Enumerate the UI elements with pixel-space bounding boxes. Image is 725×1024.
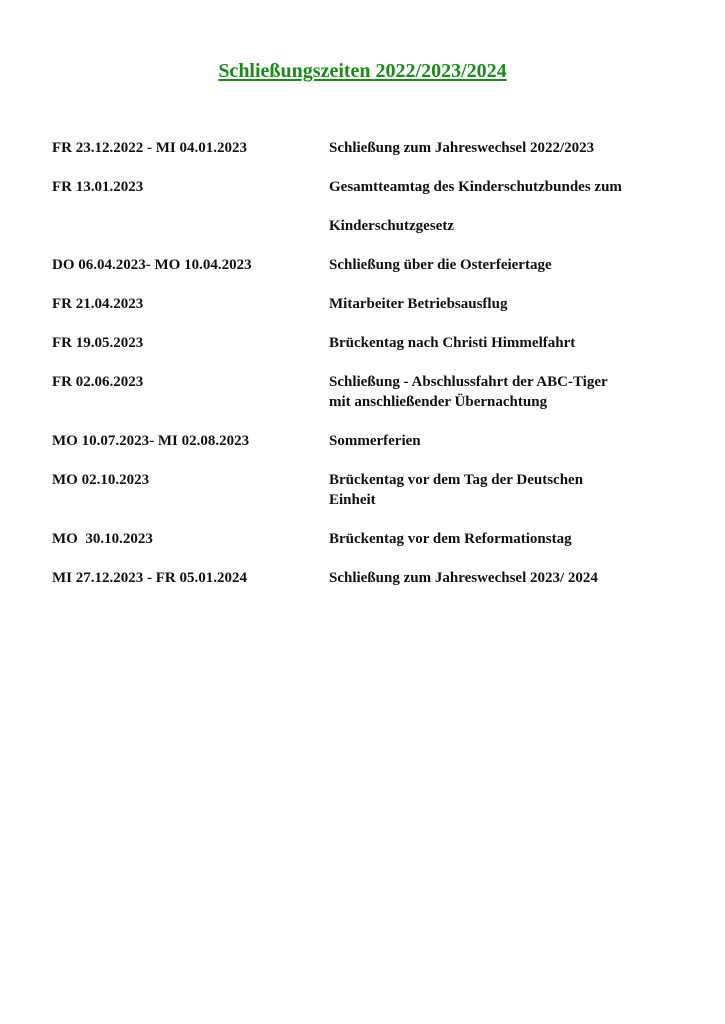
schedule-date: MO 02.10.2023 — [52, 472, 150, 488]
description-line: Schließung - Abschlussfahrt der ABC-Tiger — [329, 374, 608, 390]
description-line: mit anschließender Übernachtung — [329, 394, 548, 410]
description-line: Brückentag nach Christi Himmelfahrt — [329, 335, 576, 351]
description-line: Schließung zum Jahreswechsel 2023/ 2024 — [329, 570, 598, 586]
schedule-row — [52, 294, 692, 314]
schedule-date: MO 10.07.2023- MI 02.08.2023 — [52, 433, 250, 449]
description-line: Schließung zum Jahreswechsel 2022/2023 — [329, 140, 595, 156]
closure-schedule — [52, 138, 692, 607]
schedule-description — [329, 333, 692, 353]
page-title: Schließungszeiten 2022/2023/2024 — [218, 60, 507, 82]
schedule-date: FR 19.05.2023 — [52, 335, 144, 351]
schedule-row — [52, 138, 692, 158]
schedule-date: FR 13.01.2023 — [52, 179, 144, 195]
schedule-date: FR 21.04.2023 — [52, 296, 144, 312]
schedule-date: DO 06.04.2023- MO 10.04.2023 — [52, 257, 252, 273]
schedule-row — [52, 431, 692, 451]
schedule-row — [52, 529, 692, 549]
schedule-description — [329, 431, 692, 451]
schedule-row — [52, 333, 692, 353]
schedule-row — [52, 470, 692, 510]
description-line: Kinderschutzgesetz — [329, 218, 454, 234]
schedule-row — [52, 568, 692, 588]
schedule-row — [52, 255, 692, 275]
description-line: Brückentag vor dem Tag der Deutschen — [329, 472, 584, 488]
schedule-description — [329, 372, 692, 412]
description-line: Einheit — [329, 492, 376, 508]
schedule-date: FR 02.06.2023 — [52, 374, 144, 390]
description-line: Sommerferien — [329, 433, 421, 449]
schedule-description — [329, 529, 692, 549]
schedule-description — [329, 294, 692, 314]
description-line: Schließung über die Osterfeiertage — [329, 257, 552, 273]
schedule-description — [329, 568, 692, 588]
description-line: Gesamtteamtag des Kinderschutzbundes zum — [329, 179, 622, 195]
schedule-date: MO 30.10.2023 — [52, 531, 153, 547]
schedule-row — [52, 177, 692, 236]
schedule-description — [329, 138, 692, 158]
schedule-description — [329, 255, 692, 275]
schedule-description — [329, 470, 692, 510]
schedule-date: MI 27.12.2023 - FR 05.01.2024 — [52, 570, 247, 586]
schedule-date: FR 23.12.2022 - MI 04.01.2023 — [52, 140, 247, 156]
schedule-row — [52, 372, 692, 412]
description-line: Brückentag vor dem Reformationstag — [329, 531, 572, 547]
description-line: Mitarbeiter Betriebsausflug — [329, 296, 508, 312]
schedule-description — [329, 177, 692, 236]
